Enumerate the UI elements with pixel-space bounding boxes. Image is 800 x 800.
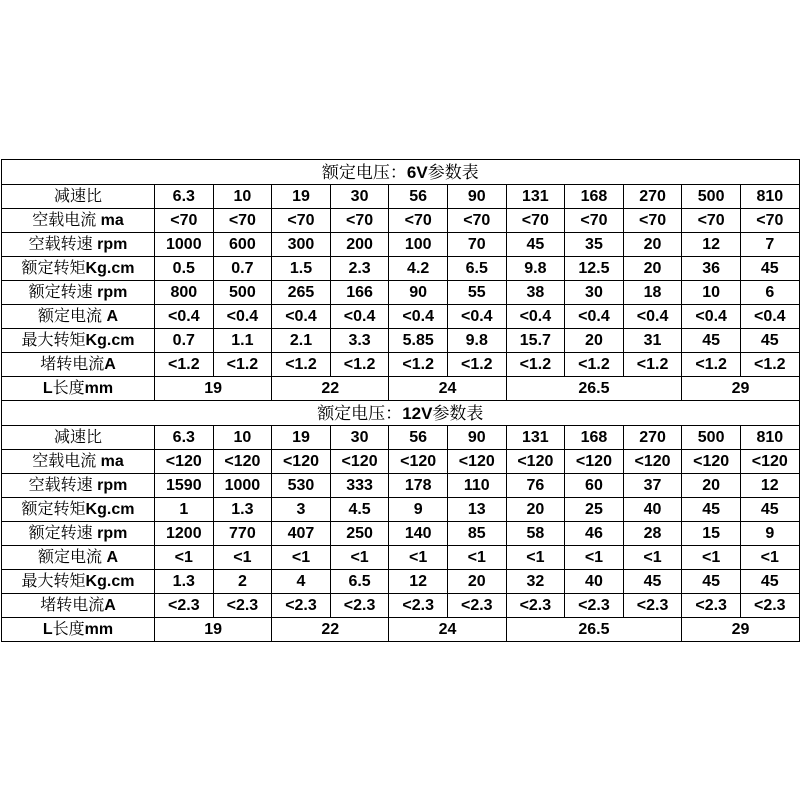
row-label [2, 474, 155, 498]
table-cell: 32 [506, 570, 565, 594]
table-cell: <2.3 [623, 594, 682, 618]
row-label-unit: A [104, 356, 116, 373]
table-cell: 0.5 [155, 257, 214, 281]
row-label [2, 305, 155, 329]
row-label-cn: 空载转速 [28, 477, 93, 494]
table-cell: <2.3 [682, 594, 741, 618]
table-cell: 85 [447, 522, 506, 546]
row-label-cn: 堵转电流 [40, 597, 105, 614]
table-cell: <70 [447, 209, 506, 233]
table-cell: <1.2 [682, 353, 741, 377]
table-cell: 90 [447, 185, 506, 209]
table-cell: 3 [272, 498, 331, 522]
row-label-cn: 最大转矩 [21, 573, 86, 590]
table-cell: 1 [155, 498, 214, 522]
table-cell: 6 [740, 281, 799, 305]
table-cell: <70 [565, 209, 624, 233]
table-cell: <1 [330, 546, 389, 570]
table-cell: <120 [740, 450, 799, 474]
row-label-cn: 最大转矩 [21, 332, 86, 349]
row-label-unit: Kg.cm [85, 260, 135, 277]
table-cell: 4.2 [389, 257, 448, 281]
table-cell: 40 [623, 498, 682, 522]
table-cell: 10 [682, 281, 741, 305]
table-cell: 28 [623, 522, 682, 546]
table-row [2, 281, 800, 305]
table-cell: 131 [506, 185, 565, 209]
table-cell: <2.3 [213, 594, 272, 618]
table-cell: 6.3 [155, 426, 214, 450]
title-voltage: 6V [406, 162, 428, 182]
length-label [2, 618, 155, 642]
table-cell: 76 [506, 474, 565, 498]
table-cell: <70 [506, 209, 565, 233]
table-cell: <2.3 [272, 594, 331, 618]
title-suffix: 参数表 [432, 403, 484, 423]
row-label-cn: 空载转速 [28, 236, 93, 253]
row-label-unit: A [104, 597, 116, 614]
table-cell: 110 [447, 474, 506, 498]
row-label-unit: A [102, 549, 118, 566]
row-label-unit: rpm [92, 284, 128, 301]
table-row [2, 450, 800, 474]
table-cell: <1.2 [272, 353, 331, 377]
table-cell: 2.1 [272, 329, 331, 353]
table-cell: 6.5 [330, 570, 389, 594]
row-label-unit: rpm [92, 525, 128, 542]
row-label-unit: Kg.cm [85, 501, 135, 518]
table-cell: 20 [506, 498, 565, 522]
table-cell: <120 [213, 450, 272, 474]
table-row [2, 522, 800, 546]
table-cell: 800 [155, 281, 214, 305]
row-label-unit: ma [96, 453, 124, 470]
table-cell: 45 [740, 257, 799, 281]
table-cell: <0.4 [623, 305, 682, 329]
row-label [2, 570, 155, 594]
table-cell: 20 [565, 329, 624, 353]
table-cell: <0.4 [389, 305, 448, 329]
row-label [2, 185, 155, 209]
table-cell: <1.2 [155, 353, 214, 377]
table-cell: 30 [565, 281, 624, 305]
table-cell: 1.1 [213, 329, 272, 353]
table-cell: 45 [623, 570, 682, 594]
table-cell: <2.3 [506, 594, 565, 618]
table-cell: 3.3 [330, 329, 389, 353]
row-label-cn: 额定转矩 [21, 260, 86, 277]
table-cell: 30 [330, 426, 389, 450]
table-cell: 58 [506, 522, 565, 546]
table-cell: <70 [682, 209, 741, 233]
table-cell: 40 [565, 570, 624, 594]
table-title-row [2, 401, 800, 426]
length-label-prefix: L [42, 380, 53, 397]
table-row [2, 233, 800, 257]
table-cell: <70 [155, 209, 214, 233]
row-label [2, 426, 155, 450]
table-cell: 13 [447, 498, 506, 522]
table-cell: 6.5 [447, 257, 506, 281]
row-label [2, 498, 155, 522]
table-cell: 500 [213, 281, 272, 305]
table-cell: 45 [740, 498, 799, 522]
row-label [2, 329, 155, 353]
table-cell: <120 [272, 450, 331, 474]
row-label [2, 353, 155, 377]
table-cell: 20 [623, 257, 682, 281]
length-cell: 24 [389, 618, 506, 642]
title-voltage: 12V [402, 403, 433, 423]
table-cell: 265 [272, 281, 331, 305]
row-label-cn: 减速比 [53, 429, 102, 446]
row-label-cn: 额定电流 [37, 308, 102, 325]
title-prefix: 额定电压： [321, 162, 407, 182]
table-cell: <120 [155, 450, 214, 474]
table-cell: 45 [506, 233, 565, 257]
table-cell: 333 [330, 474, 389, 498]
table-cell: <120 [389, 450, 448, 474]
table-cell: 1.3 [155, 570, 214, 594]
length-label [2, 377, 155, 401]
table-cell: <120 [565, 450, 624, 474]
table-cell: 131 [506, 426, 565, 450]
table-cell: <1 [447, 546, 506, 570]
table-cell: 0.7 [155, 329, 214, 353]
table-cell: <1.2 [213, 353, 272, 377]
table-row [2, 209, 800, 233]
table-cell: <2.3 [447, 594, 506, 618]
table-cell: 9.8 [506, 257, 565, 281]
table-cell: 15 [682, 522, 741, 546]
table-cell: 166 [330, 281, 389, 305]
table-cell: <1.2 [623, 353, 682, 377]
parameter-table-body [2, 160, 800, 642]
table-cell: 19 [272, 426, 331, 450]
table-cell: 6.3 [155, 185, 214, 209]
table-cell: 300 [272, 233, 331, 257]
table-row [2, 329, 800, 353]
table-cell: 1590 [155, 474, 214, 498]
table-cell: 12 [740, 474, 799, 498]
table-cell: 45 [682, 498, 741, 522]
parameter-table [1, 159, 800, 642]
table-cell: 90 [389, 281, 448, 305]
table-cell: 270 [623, 185, 682, 209]
table-cell: 45 [740, 570, 799, 594]
row-label-cn: 减速比 [53, 188, 102, 205]
table-cell: 56 [389, 185, 448, 209]
table-cell: <1 [155, 546, 214, 570]
table-cell: 530 [272, 474, 331, 498]
table-row [2, 498, 800, 522]
table-cell: 56 [389, 426, 448, 450]
parameter-sheet [1, 159, 799, 642]
table-cell: <0.4 [213, 305, 272, 329]
table-cell: 810 [740, 185, 799, 209]
table-cell: 9.8 [447, 329, 506, 353]
table-cell: 60 [565, 474, 624, 498]
table-cell: 12 [389, 570, 448, 594]
table-cell: <0.4 [740, 305, 799, 329]
table-cell: 9 [389, 498, 448, 522]
table-cell: 770 [213, 522, 272, 546]
row-label-cn: 额定转速 [28, 284, 93, 301]
length-label-unit: mm [84, 380, 114, 397]
row-label [2, 594, 155, 618]
table-cell: <70 [330, 209, 389, 233]
table-cell: <120 [330, 450, 389, 474]
table-cell: 270 [623, 426, 682, 450]
table-cell: 20 [682, 474, 741, 498]
table-cell: 45 [682, 570, 741, 594]
table-cell: <70 [740, 209, 799, 233]
table-cell: <1 [682, 546, 741, 570]
table-title-row [2, 160, 800, 185]
table-row [2, 257, 800, 281]
table-row [2, 185, 800, 209]
table-row [2, 426, 800, 450]
length-cell: 24 [389, 377, 506, 401]
table-cell: 25 [565, 498, 624, 522]
table-cell: 5.85 [389, 329, 448, 353]
table-cell: 31 [623, 329, 682, 353]
table-cell: <0.4 [565, 305, 624, 329]
title-prefix: 额定电压： [317, 403, 403, 423]
table-cell: 810 [740, 426, 799, 450]
table-cell: 18 [623, 281, 682, 305]
table-cell: 178 [389, 474, 448, 498]
table-cell: <120 [682, 450, 741, 474]
table-cell: 19 [272, 185, 331, 209]
table-cell: 7 [740, 233, 799, 257]
length-cell: 29 [682, 618, 799, 642]
table-cell: 36 [682, 257, 741, 281]
table-cell: 15.7 [506, 329, 565, 353]
table-cell: 1.3 [213, 498, 272, 522]
row-label [2, 209, 155, 233]
row-label-cn: 堵转电流 [40, 356, 105, 373]
table-cell: 20 [623, 233, 682, 257]
table-row [2, 546, 800, 570]
table-cell: <1.2 [389, 353, 448, 377]
length-label-cn: 长度 [52, 380, 85, 397]
length-cell: 22 [272, 618, 389, 642]
row-label-cn: 额定转矩 [21, 501, 86, 518]
row-label [2, 257, 155, 281]
table-cell: 12 [682, 233, 741, 257]
table-cell: <120 [506, 450, 565, 474]
table-cell: 168 [565, 426, 624, 450]
table-cell: <1.2 [330, 353, 389, 377]
table-cell: <1.2 [447, 353, 506, 377]
row-label-unit: ma [96, 212, 124, 229]
table-cell: 45 [682, 329, 741, 353]
table-cell: <1.2 [740, 353, 799, 377]
table-cell: 140 [389, 522, 448, 546]
table-title [2, 160, 800, 185]
length-cell: 26.5 [506, 618, 682, 642]
table-cell: <1 [272, 546, 331, 570]
length-label-unit: mm [84, 621, 114, 638]
table-cell: 38 [506, 281, 565, 305]
table-cell: 250 [330, 522, 389, 546]
table-cell: 55 [447, 281, 506, 305]
table-cell: <0.4 [506, 305, 565, 329]
table-cell: <70 [272, 209, 331, 233]
row-label-cn: 额定电流 [37, 549, 102, 566]
table-cell: <70 [213, 209, 272, 233]
table-cell: <2.3 [740, 594, 799, 618]
table-cell: 10 [213, 426, 272, 450]
table-cell: <1 [565, 546, 624, 570]
table-cell: <0.4 [272, 305, 331, 329]
table-cell: <0.4 [682, 305, 741, 329]
length-cell: 22 [272, 377, 389, 401]
table-cell: <0.4 [447, 305, 506, 329]
row-label [2, 450, 155, 474]
table-cell: <0.4 [155, 305, 214, 329]
table-cell: 200 [330, 233, 389, 257]
table-cell: 45 [740, 329, 799, 353]
table-row [2, 594, 800, 618]
length-label-cn: 长度 [52, 621, 85, 638]
table-cell: 600 [213, 233, 272, 257]
table-cell: 46 [565, 522, 624, 546]
row-label [2, 546, 155, 570]
table-cell: 1000 [213, 474, 272, 498]
table-cell: 37 [623, 474, 682, 498]
table-cell: 1000 [155, 233, 214, 257]
table-cell: 9 [740, 522, 799, 546]
table-cell: <1.2 [565, 353, 624, 377]
table-cell: <0.4 [330, 305, 389, 329]
table-row [2, 305, 800, 329]
table-cell: <120 [623, 450, 682, 474]
table-cell: 4 [272, 570, 331, 594]
row-label-cn: 空载电流 [32, 453, 97, 470]
length-cell: 29 [682, 377, 799, 401]
length-label-prefix: L [42, 621, 53, 638]
row-label-unit: rpm [92, 236, 128, 253]
table-cell: 407 [272, 522, 331, 546]
length-cell: 19 [155, 618, 272, 642]
table-cell: <1.2 [506, 353, 565, 377]
table-cell: 100 [389, 233, 448, 257]
table-cell: 168 [565, 185, 624, 209]
table-cell: 500 [682, 185, 741, 209]
table-cell: 20 [447, 570, 506, 594]
table-cell: 90 [447, 426, 506, 450]
row-label-unit: rpm [92, 477, 128, 494]
table-cell: <120 [447, 450, 506, 474]
row-label-cn: 空载电流 [32, 212, 97, 229]
table-cell: 12.5 [565, 257, 624, 281]
table-cell: 70 [447, 233, 506, 257]
table-cell: <2.3 [155, 594, 214, 618]
row-label [2, 233, 155, 257]
table-cell: 35 [565, 233, 624, 257]
length-cell: 26.5 [506, 377, 682, 401]
table-cell: <2.3 [330, 594, 389, 618]
table-cell: <70 [389, 209, 448, 233]
table-cell: <1 [740, 546, 799, 570]
table-cell: <1 [389, 546, 448, 570]
table-row [2, 570, 800, 594]
row-label-unit: A [102, 308, 118, 325]
table-cell: 30 [330, 185, 389, 209]
table-cell: <2.3 [389, 594, 448, 618]
table-cell: 2.3 [330, 257, 389, 281]
length-row [2, 377, 800, 401]
table-cell: <2.3 [565, 594, 624, 618]
table-title [2, 401, 800, 426]
row-label [2, 281, 155, 305]
table-row [2, 474, 800, 498]
row-label [2, 522, 155, 546]
table-cell: 0.7 [213, 257, 272, 281]
table-cell: <1 [506, 546, 565, 570]
table-cell: 10 [213, 185, 272, 209]
table-cell: <70 [623, 209, 682, 233]
table-cell: 2 [213, 570, 272, 594]
table-cell: <1 [213, 546, 272, 570]
table-cell: 4.5 [330, 498, 389, 522]
row-label-cn: 额定转速 [28, 525, 93, 542]
row-label-unit: Kg.cm [85, 573, 135, 590]
table-cell: 1.5 [272, 257, 331, 281]
table-cell: 1200 [155, 522, 214, 546]
length-row [2, 618, 800, 642]
length-cell: 19 [155, 377, 272, 401]
row-label-unit: Kg.cm [85, 332, 135, 349]
table-cell: 500 [682, 426, 741, 450]
table-row [2, 353, 800, 377]
table-cell: <1 [623, 546, 682, 570]
title-suffix: 参数表 [427, 162, 479, 182]
